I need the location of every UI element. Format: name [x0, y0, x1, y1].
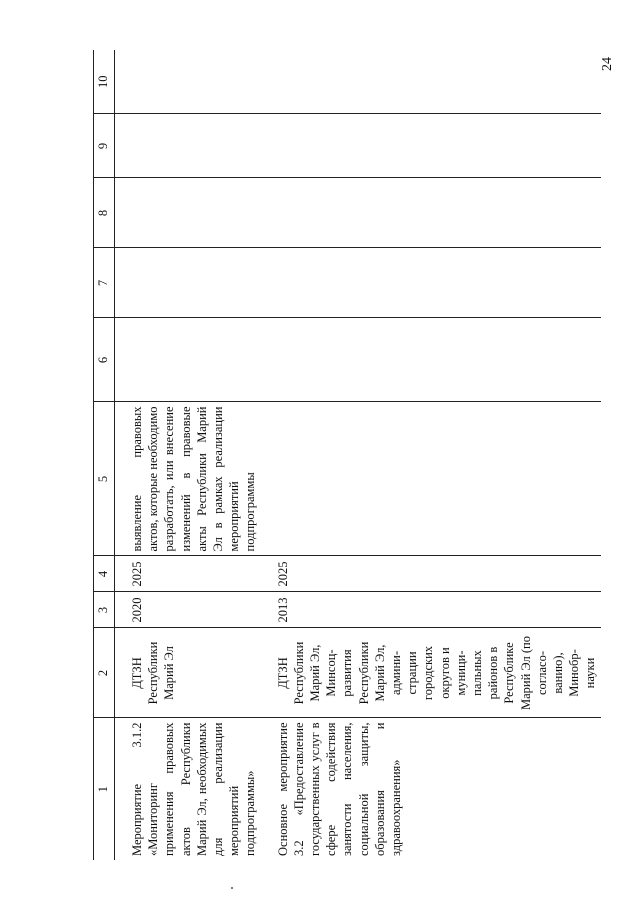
page-number: 24	[600, 57, 615, 71]
scan-speck	[231, 887, 233, 889]
header-col-4: 4	[94, 556, 115, 592]
col7-cell	[273, 248, 601, 318]
executor-cell: ДТЗН Республики Марий Эл, Минсоц- развития Республики Марий Эл, админи- страции городских округов и муници- пальных районов в Республике Марий Эл (по согласо- ванию), Минобр- науки	[273, 628, 601, 718]
end-year-cell: 2025	[127, 556, 261, 592]
col8-cell	[273, 178, 601, 248]
col8-cell	[127, 178, 261, 248]
col7-cell	[127, 248, 261, 318]
col10-cell	[273, 50, 601, 114]
measures-table	[93, 50, 601, 860]
header-col-10: 10	[96, 75, 110, 88]
col9-cell	[273, 114, 601, 178]
header-col-7: 7	[94, 248, 115, 318]
col6-cell	[273, 318, 601, 402]
measure-name-cell: Основное мероприятие 3.2 «Предоставление государственных услуг в сфере содействия занятости населения, социальной защиты, образования и здравоохранения»	[273, 718, 601, 860]
spacer-row	[261, 50, 273, 860]
col10-cell	[127, 50, 261, 114]
expected-result-cell: выявление правовых актов, которые необходимо разработать, или внесение изменений в правовые акты Республики Марий Эл в рамках реализации мероприятий подпрограммы	[127, 402, 261, 556]
header-col-6: 6	[94, 318, 115, 402]
expected-result-cell	[273, 402, 601, 556]
header-col-5: 5	[94, 402, 115, 556]
header-col-3: 3	[94, 592, 115, 628]
table-row	[273, 50, 601, 860]
measure-name-cell: Мероприятие 3.1.2 «Мониторинг применения правовых актов Республики Марий Эл, необходимых для реализации мероприятий подпрограммы»	[127, 718, 261, 860]
spacer-row	[115, 50, 128, 860]
header-row	[94, 50, 115, 860]
start-year-cell: 2020	[127, 592, 261, 628]
header-col-9: 9	[94, 114, 115, 178]
header-col-8: 8	[94, 178, 115, 248]
table-row	[127, 50, 261, 860]
header-col-1: 1	[94, 718, 115, 860]
end-year-cell: 2025	[273, 556, 601, 592]
rotated-table-sheet	[93, 50, 623, 860]
executor-cell: ДТЗН Республики Марий Эл	[127, 628, 261, 718]
col6-cell	[127, 318, 261, 402]
col9-cell	[127, 114, 261, 178]
header-col-2: 2	[94, 628, 115, 718]
start-year-cell: 2013	[273, 592, 601, 628]
